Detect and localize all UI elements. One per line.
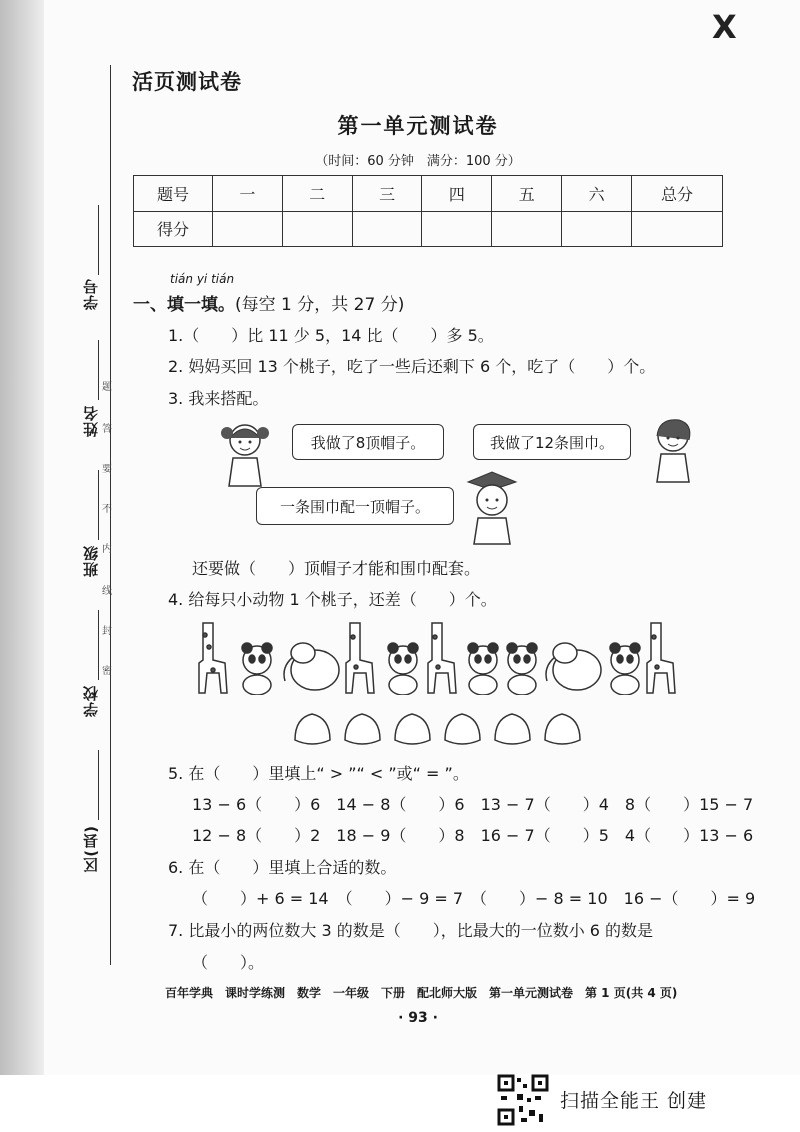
qr-code-icon [497, 1074, 549, 1126]
question-3-answer: 还要做（ ）顶帽子才能和围巾配套。 [192, 559, 481, 578]
question-5-row-2: 12 − 8（ ）2 18 − 9（ ）8 16 − 7（ ）5 4（ ）13 − 6 [192, 826, 754, 845]
speech-bubble-scarves: 我做了12条围巾。 [473, 424, 631, 460]
panda-icon [610, 643, 640, 695]
section-points: (每空 1 分，共 27 分) [235, 295, 405, 315]
teacher-icon [460, 470, 522, 545]
label-student-id: 学号 [82, 278, 100, 310]
giraffe-icon [647, 623, 675, 693]
score-input-cell[interactable] [562, 211, 632, 247]
corner-mark: X [712, 8, 737, 46]
giraffe-icon [346, 623, 374, 693]
score-input-cell[interactable] [422, 211, 492, 247]
section-pinyin: tián yi tián [170, 272, 235, 286]
score-input-cell[interactable] [352, 211, 422, 247]
binding-note: 密 [102, 666, 112, 677]
score-cell: 一 [213, 176, 283, 212]
question-1: 1.（ ）比 11 少 5，14 比（ ）多 5。 [168, 326, 494, 345]
panda-icon [468, 643, 498, 695]
label-district: 区(县) [82, 825, 100, 873]
girl-icon [215, 418, 275, 488]
score-input-cell[interactable] [632, 211, 723, 247]
fill-line-student-id [98, 205, 99, 275]
label-school: 学校 [82, 685, 100, 717]
question-7-continued: （ ）。 [192, 953, 265, 972]
fill-line-school [98, 610, 99, 680]
question-6-row: （ ）+ 6 = 14 （ ）− 9 = 7 （ ）− 8 = 10 16 −（ ）= 9 [192, 889, 756, 908]
section-label: 一、填一填。 [133, 295, 235, 315]
binding-note: 不 [102, 504, 112, 515]
label-name: 姓名 [82, 405, 100, 437]
score-input-cell[interactable] [282, 211, 352, 247]
score-table [133, 175, 723, 247]
question-5: 5. 在（ ）里填上“ > ”“ < ”或“ = ”。 [168, 764, 469, 783]
speech-bubble-hats: 我做了8顶帽子。 [292, 424, 444, 460]
binding-note: 要 [102, 464, 112, 475]
score-input-cell[interactable] [213, 211, 283, 247]
peach-icon [495, 714, 530, 744]
score-cell: 三 [352, 176, 422, 212]
giraffe-icon [199, 623, 227, 693]
fill-line-district [98, 750, 99, 820]
question-4: 4. 给每只小动物 1 个桃子，还差（ ）个。 [168, 590, 497, 609]
score-cell: 二 [282, 176, 352, 212]
girl-icon [645, 414, 700, 484]
score-cell: 得分 [134, 211, 213, 247]
panda-icon [507, 643, 537, 695]
panda-icon [388, 643, 418, 695]
fill-line-class [98, 470, 99, 540]
speech-bubble-matching: 一条围巾配一顶帽子。 [256, 487, 454, 525]
page-footer: 百年学典 课时学练测 数学 一年级 下册 配北师大版 第一单元测试卷 第 1 页(共 4 页) [165, 986, 678, 1000]
peach-icon [295, 714, 330, 744]
peach-icon [545, 714, 580, 744]
giraffe-icon [428, 623, 456, 693]
test-title: 第一单元测试卷 [337, 114, 499, 138]
panda-icon [242, 643, 272, 695]
question-6: 6. 在（ ）里填上合适的数。 [168, 858, 397, 877]
label-class: 班级 [82, 545, 100, 577]
score-cell: 五 [492, 176, 562, 212]
fill-line-name [98, 340, 99, 400]
score-cell: 总分 [632, 176, 723, 212]
binding-line [110, 65, 111, 965]
question-7: 7. 比最小的两位数大 3 的数是（ ），比最大的一位数小 6 的数是 [168, 921, 654, 940]
peaches-row [290, 710, 590, 748]
binding-note: 线 [102, 586, 112, 597]
binding-note: 答 [102, 424, 112, 435]
score-table-header-row [134, 176, 723, 212]
peach-icon [445, 714, 480, 744]
score-cell: 四 [422, 176, 492, 212]
section-heading [133, 290, 404, 315]
elephant-icon [546, 643, 601, 690]
score-table-score-row [134, 211, 723, 247]
score-cell: 六 [562, 176, 632, 212]
score-input-cell[interactable] [492, 211, 562, 247]
peach-icon [395, 714, 430, 744]
test-subtitle: （时间：60 分钟 满分：100 分） [315, 154, 521, 169]
binding-note: 题 [102, 382, 112, 393]
question-5-row-1: 13 − 6（ ）6 14 − 8（ ）6 13 − 7（ ）4 8（ ）15 − 7 [192, 795, 754, 814]
elephant-icon [284, 643, 339, 690]
animals-row [185, 615, 695, 695]
binding-note: 内 [102, 544, 112, 555]
score-cell: 题号 [134, 176, 213, 212]
scanner-watermark: 扫描全能王 创建 [560, 1090, 708, 1112]
peach-icon [345, 714, 380, 744]
question-2: 2. 妈妈买回 13 个桃子，吃了一些后还剩下 6 个，吃了（ ）个。 [168, 357, 656, 376]
binding-note: 封 [102, 626, 112, 637]
page-number: · 93 · [398, 1010, 438, 1026]
booklet-header: 活页测试卷 [132, 70, 242, 94]
question-3: 3. 我来搭配。 [168, 389, 269, 408]
